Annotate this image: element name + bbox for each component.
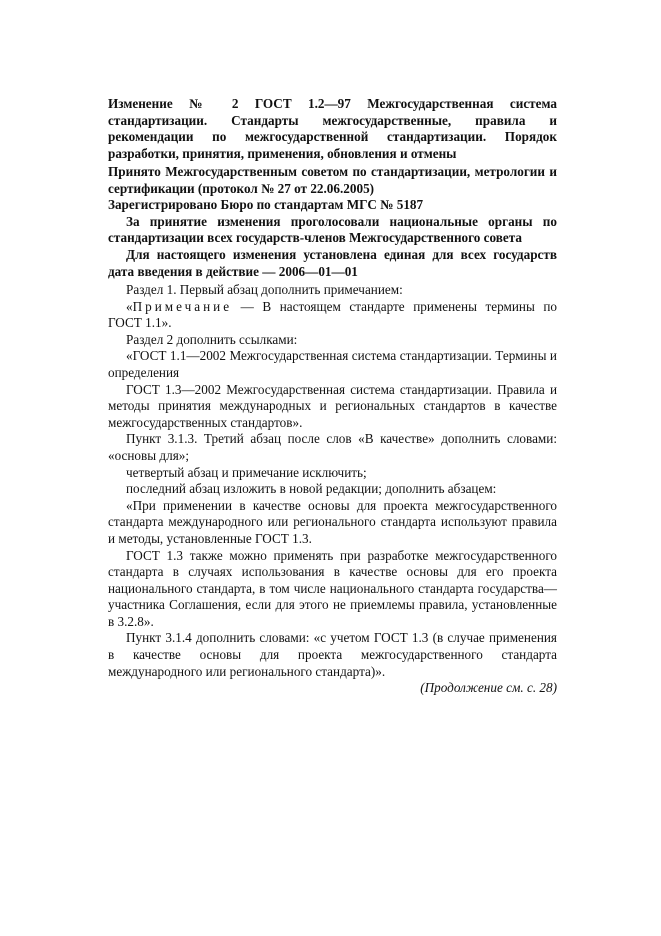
body-paragraph-3: Раздел 2 дополнить ссылками: [126,331,298,347]
registration-statement: Зарегистрировано Бюро по стандартам МГС № 5187 [108,197,424,213]
adopted-statement: Принято Межгосударственным советом по стандартизации, метрологии и сертификации (протокол № 27 от 22.06.2005) [108,164,557,196]
effective-date-statement: Для настоящего изменения установлена единая для всех государств дата введения в действие — 2006—01—01 [108,246,557,279]
voting-statement: За принятие изменения проголосовали национальные органы по стандартизации всех государств-членов Межгосударственного совета [108,213,557,246]
body-paragraph-11: Пункт 3.1.4 дополнить словами: «с учетом ГОСТ 1.3 (в случае применения в качестве основы для проекта межгосударственного стандарта международного или регионального стандарта)». [108,630,557,679]
amendment-title: Изменение № 2 ГОСТ 1.2—97 Межгосударственная система стандартизации. Стандарты межгосударственные, правила и рекомендации по межгосударственной стандартизации. Порядок разработки, принятия, применения, обновления и отмены [108,96,557,161]
continuation-note: (Продолжение см. с. 28) [420,680,557,696]
body-paragraph-2: «Примечание — В настоящем стандарте применены термины по ГОСТ 1.1». [108,298,557,331]
body-paragraph-7: четвертый абзац и примечание исключить; [126,464,367,480]
body-paragraph-6: Пункт 3.1.3. Третий абзац после слов «В качестве» дополнить словами: «основы для»; [108,431,557,463]
body-paragraph-9: «При применении в качестве основы для проекта межгосударственного стандарта международного или регионального стандарта используют правила и методы, установленные ГОСТ 1.3. [108,497,557,546]
body-paragraph-8: последний абзац изложить в новой редакции; дополнить абзацем: [126,481,497,497]
amendment-header [108,96,557,162]
body-paragraph-4: «ГОСТ 1.1—2002 Межгосударственная система стандартизации. Термины и определения [108,348,557,380]
body-paragraph-5: ГОСТ 1.3—2002 Межгосударственная система стандартизации. Правила и методы принятия международных и региональных стандартов в качестве межгосударственных стандартов». [108,381,557,430]
body-paragraph-1: Раздел 1. Первый абзац дополнить примечанием: [126,282,403,297]
note-label: Примечание [132,298,233,314]
amendment-body [108,282,557,697]
amendment-info [108,164,557,280]
body-paragraph-10: ГОСТ 1.3 также можно применять при разработке межгосударственного стандарта в случаях использования в качестве основы для его проекта национального стандарта, в том числе национального стандарта государства—участника Соглашения, если для этого не приемлемы правила, установленные в 3.2.8». [108,547,557,629]
